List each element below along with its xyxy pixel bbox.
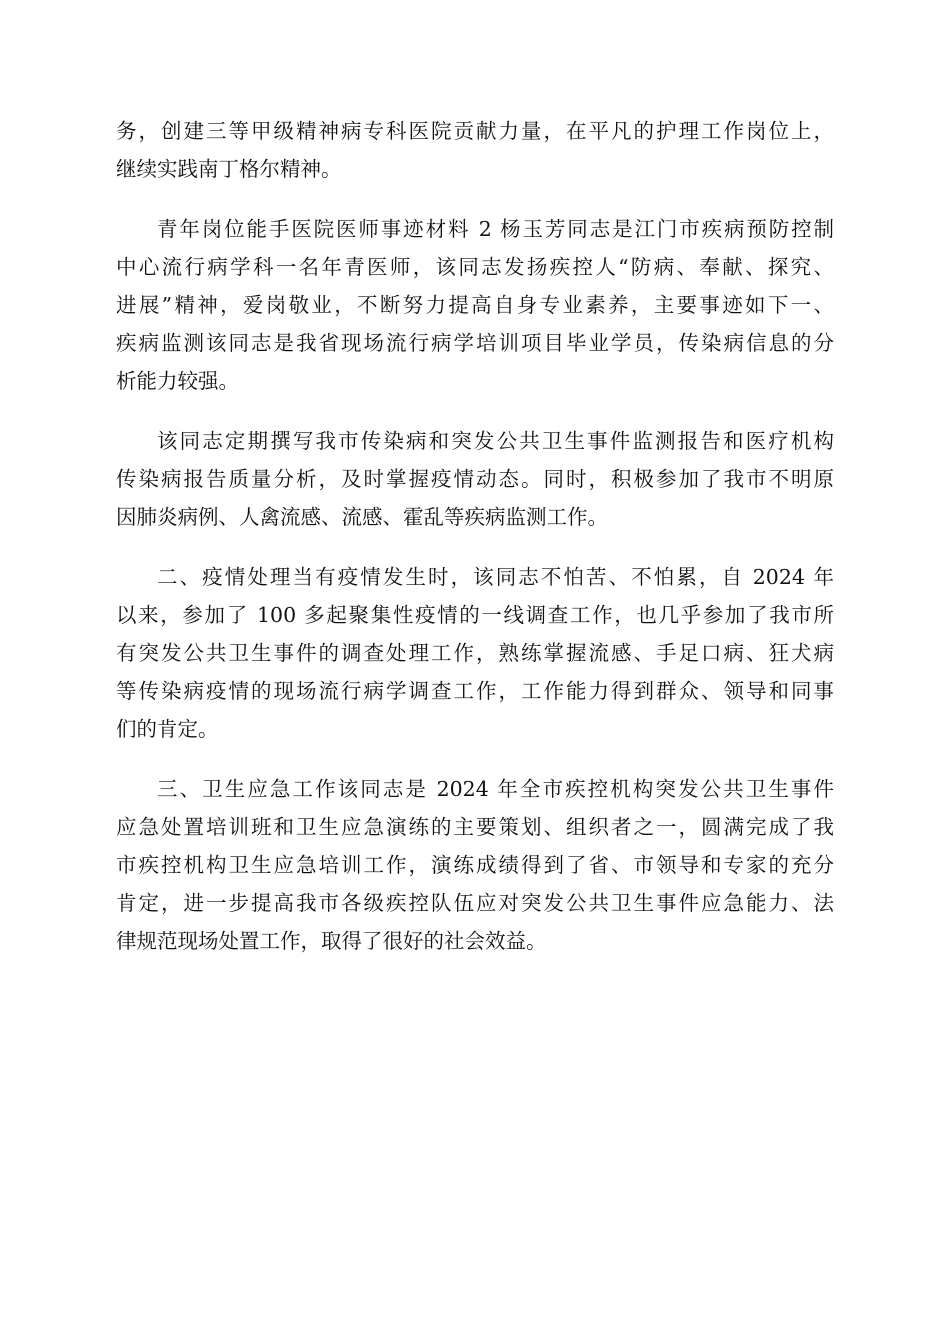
paragraph-line: 律规范现场处置工作，取得了很好的社会效益。 [116, 929, 547, 953]
paragraph-line: 该同志定期撰写我市传染病和突发公共卫生事件监测报告和医疗机构 [157, 429, 834, 453]
paragraph-line: 肯定，进一步提高我市各级疾控队伍应对突发公共卫生事件应急能力、法 [116, 891, 834, 915]
paragraph-line: 青年岗位能手医院医师事迹材料 2 杨玉芳同志是江门市疾病预防控制 [157, 217, 834, 241]
paragraph-line: 有突发公共卫生事件的调查处理工作，熟练掌握流感、手足口病、狂犬病 [116, 641, 834, 665]
paragraph-line: 进展”精神，爱岗敬业，不断努力提高自身专业素养，主要事迹如下一、 [116, 293, 834, 317]
paragraph-line: 因肺炎病例、人禽流感、流感、霍乱等疾病监测工作。 [116, 505, 608, 529]
paragraph-line: 们的肯定。 [116, 717, 219, 741]
paragraph-3 [116, 422, 834, 536]
paragraph-2 [116, 210, 834, 400]
paragraph-line: 以来，参加了 100 多起聚集性疫情的一线调查工作，也几乎参加了我市所 [116, 603, 834, 627]
paragraph-line: 二、疫情处理当有疫情发生时，该同志不怕苦、不怕累，自 2024 年 [157, 565, 834, 589]
paragraph-line: 务，创建三等甲级精神病专科医院贡献力量，在平凡的护理工作岗位上， [116, 119, 834, 143]
paragraph-line: 中心流行病学科一名年青医师，该同志发扬疾控人“防病、奉献、探究、 [116, 255, 834, 279]
paragraph-line: 应急处置培训班和卫生应急演练的主要策划、组织者之一，圆满完成了我 [116, 815, 834, 839]
paragraph-line: 市疾控机构卫生应急培训工作，演练成绩得到了省、市领导和专家的充分 [116, 853, 834, 877]
paragraph-line: 疾病监测该同志是我省现场流行病学培训项目毕业学员，传染病信息的分 [116, 331, 834, 355]
paragraph-5 [116, 770, 834, 960]
paragraph-4 [116, 558, 834, 748]
paragraph-line: 三、卫生应急工作该同志是 2024 年全市疾控机构突发公共卫生事件 [157, 777, 834, 801]
paragraph-line: 等传染病疫情的现场流行病学调查工作，工作能力得到群众、领导和同事 [116, 679, 834, 703]
paragraph-line: 析能力较强。 [116, 369, 239, 393]
paragraph-line: 传染病报告质量分析，及时掌握疫情动态。同时，积极参加了我市不明原 [116, 467, 834, 491]
paragraph-line: 继续实践南丁格尔精神。 [116, 157, 342, 181]
paragraph-1 [116, 112, 834, 188]
document-body [116, 112, 834, 982]
